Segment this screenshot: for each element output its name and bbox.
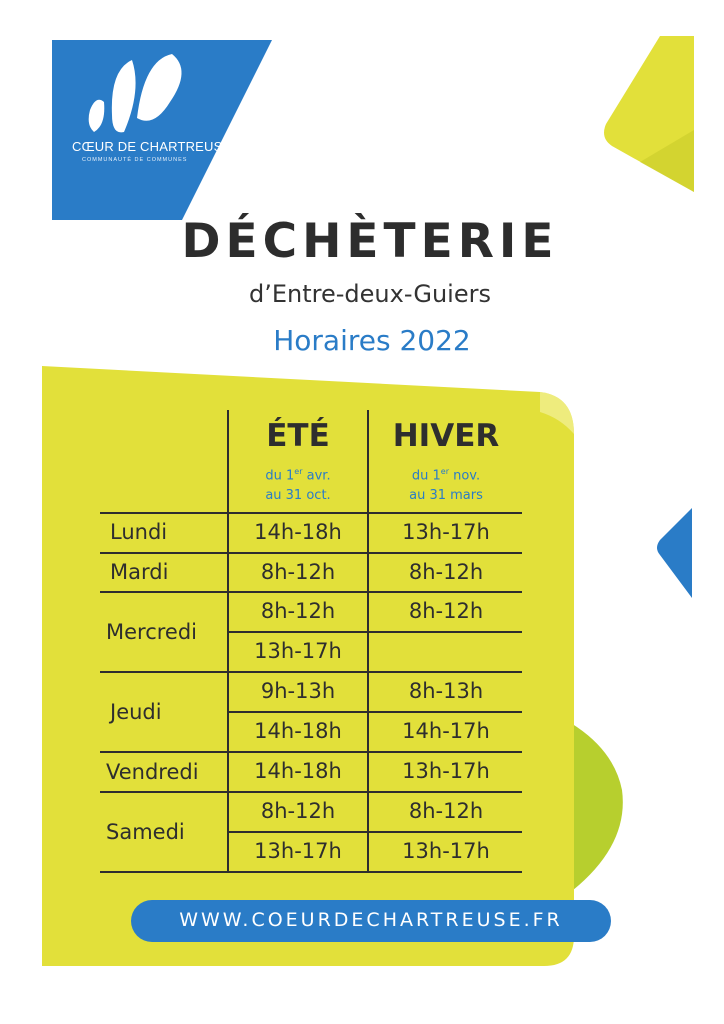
- day-label-lundi: Lundi: [110, 520, 168, 544]
- cell-ete: 14h-18h: [254, 759, 342, 783]
- cell-hiver: 8h-12h: [408, 560, 484, 584]
- right-blue-shape: [657, 508, 692, 598]
- cell-hiver: 13h-17h: [402, 520, 490, 544]
- day-label-vendredi: Vendredi: [106, 760, 199, 784]
- cell-ete: 14h-18h: [254, 719, 342, 743]
- schedule-year: Horaires 2022: [273, 324, 471, 357]
- yellow-panel: [42, 366, 574, 966]
- day-label-jeudi: Jeudi: [110, 700, 162, 724]
- logo-badge: [52, 40, 272, 220]
- day-label-samedi: Samedi: [106, 820, 185, 844]
- cell-hiver: 14h-17h: [402, 719, 490, 743]
- column-range-hiver: du 1er nov. au 31 mars: [409, 467, 483, 504]
- cell-hiver: 13h-17h: [402, 839, 490, 863]
- table-rule: [100, 791, 522, 793]
- table-rule: [228, 711, 522, 713]
- cell-ete: 8h-12h: [260, 560, 336, 584]
- logo-subtitle: COMMUNAUTÉ DE COMMUNES: [82, 157, 188, 163]
- page-title: DÉCHÈTERIE: [181, 214, 559, 269]
- column-range-ete: du 1er avr. au 31 oct.: [265, 467, 331, 504]
- cell-ete: 8h-12h: [260, 799, 336, 823]
- table-rule: [100, 871, 522, 873]
- cell-ete: 13h-17h: [254, 839, 342, 863]
- day-label-mercredi: Mercredi: [106, 620, 198, 644]
- table-rule: [228, 631, 522, 633]
- column-header-hiver: HIVER: [392, 418, 500, 454]
- table-rule: [100, 591, 522, 593]
- cell-ete: 14h-18h: [254, 520, 342, 544]
- table-rule: [100, 751, 522, 753]
- cell-hiver: 8h-12h: [408, 599, 484, 623]
- table-rule: [100, 512, 522, 514]
- website-link[interactable]: WWW.COEURDECHARTREUSE.FR: [179, 909, 563, 931]
- day-label-mardi: Mardi: [110, 560, 169, 584]
- column-header-ete: ÉTÉ: [266, 418, 330, 454]
- cell-ete: 9h-13h: [260, 679, 336, 703]
- cell-ete: 8h-12h: [260, 599, 336, 623]
- logo-name: CŒUR DE CHARTREUSE: [72, 139, 232, 154]
- table-rule: [228, 831, 522, 833]
- cell-hiver: 8h-12h: [408, 799, 484, 823]
- page-subtitle: d’Entre-deux-Guiers: [249, 280, 491, 308]
- cell-ete: 13h-17h: [254, 639, 342, 663]
- table-rule: [100, 552, 522, 554]
- cell-hiver: 13h-17h: [402, 759, 490, 783]
- cell-hiver: 8h-13h: [408, 679, 484, 703]
- table-rule: [100, 671, 522, 673]
